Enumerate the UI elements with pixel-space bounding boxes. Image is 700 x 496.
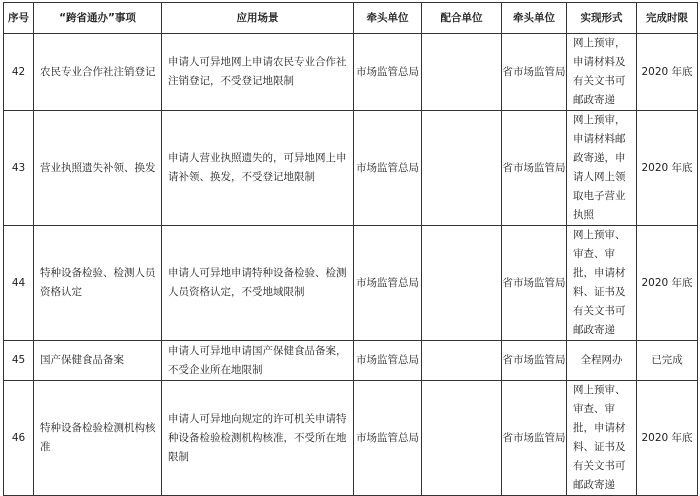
cell-lead: 市场监管总局 <box>354 381 422 496</box>
cell-form: 网上预审、审查、审批，申请材料、证书及有关文书可邮政寄递 <box>567 226 637 341</box>
cell-scenario: 申请人可异地网上申请农民专业合作社注销登记，不受登记地限制 <box>162 34 354 111</box>
cell-item: 特种设备检验、检测人员资格认定 <box>34 226 162 341</box>
cell-coop <box>422 381 502 496</box>
cell-no: 42 <box>4 34 34 111</box>
cell-scenario: 申请人可异地向规定的许可机关申请特种设备检验检测机构核准，不受所在地限制 <box>162 381 354 496</box>
cell-coop <box>422 341 502 381</box>
cell-lead2: 省市场监管局 <box>502 111 567 226</box>
table-row <box>4 341 698 381</box>
table-row <box>4 226 698 341</box>
header-lead2: 牵头单位 <box>502 3 567 34</box>
cell-item: 国产保健食品备案 <box>34 341 162 381</box>
table-row <box>4 381 698 496</box>
cell-no: 44 <box>4 226 34 341</box>
header-coop: 配合单位 <box>422 3 502 34</box>
cell-deadline: 2020 年底 <box>637 111 698 226</box>
cell-coop <box>422 34 502 111</box>
header-item: “跨省通办”事项 <box>34 3 162 34</box>
cell-deadline: 已完成 <box>637 341 698 381</box>
cell-item: 农民专业合作社注销登记 <box>34 34 162 111</box>
header-lead: 牵头单位 <box>354 3 422 34</box>
header-no: 序号 <box>4 3 34 34</box>
cell-coop <box>422 111 502 226</box>
cell-lead: 市场监管总局 <box>354 34 422 111</box>
cell-lead: 市场监管总局 <box>354 341 422 381</box>
header-scenario: 应用场景 <box>162 3 354 34</box>
cell-scenario: 申请人可异地申请国产保健食品备案，不受企业所在地限制 <box>162 341 354 381</box>
cell-lead: 市场监管总局 <box>354 226 422 341</box>
cell-form: 网上预审，申请材料及有关文书可邮政寄递 <box>567 34 637 111</box>
table-row <box>4 34 698 111</box>
cell-lead: 市场监管总局 <box>354 111 422 226</box>
cell-lead2: 省市场监管局 <box>502 381 567 496</box>
cell-deadline: 2020 年底 <box>637 381 698 496</box>
cell-no: 43 <box>4 111 34 226</box>
cell-lead2: 省市场监管局 <box>502 341 567 381</box>
cell-deadline: 2020 年底 <box>637 226 698 341</box>
matters-table <box>3 2 698 496</box>
header-form: 实现形式 <box>567 3 637 34</box>
cell-no: 46 <box>4 381 34 496</box>
header-deadline: 完成时限 <box>637 3 698 34</box>
cell-item: 营业执照遗失补领、换发 <box>34 111 162 226</box>
cell-lead2: 省市场监管局 <box>502 34 567 111</box>
cell-form: 全程网办 <box>567 341 637 381</box>
cell-scenario: 申请人营业执照遗失的，可异地网上申请补领、换发，不受登记地限制 <box>162 111 354 226</box>
cell-form: 网上预审、审查、审批，申请材料、证书及有关文书可邮政寄递 <box>567 381 637 496</box>
cell-lead2: 省市场监管局 <box>502 226 567 341</box>
cell-scenario: 申请人可异地申请特种设备检验、检测人员资格认定，不受地域限制 <box>162 226 354 341</box>
table-header-row <box>4 3 698 34</box>
cell-item: 特种设备检验检测机构核准 <box>34 381 162 496</box>
cell-no: 45 <box>4 341 34 381</box>
cell-form: 网上预审，申请材料邮政寄递，申请人网上领取电子营业执照 <box>567 111 637 226</box>
cell-deadline: 2020 年底 <box>637 34 698 111</box>
table-row <box>4 111 698 226</box>
cell-coop <box>422 226 502 341</box>
